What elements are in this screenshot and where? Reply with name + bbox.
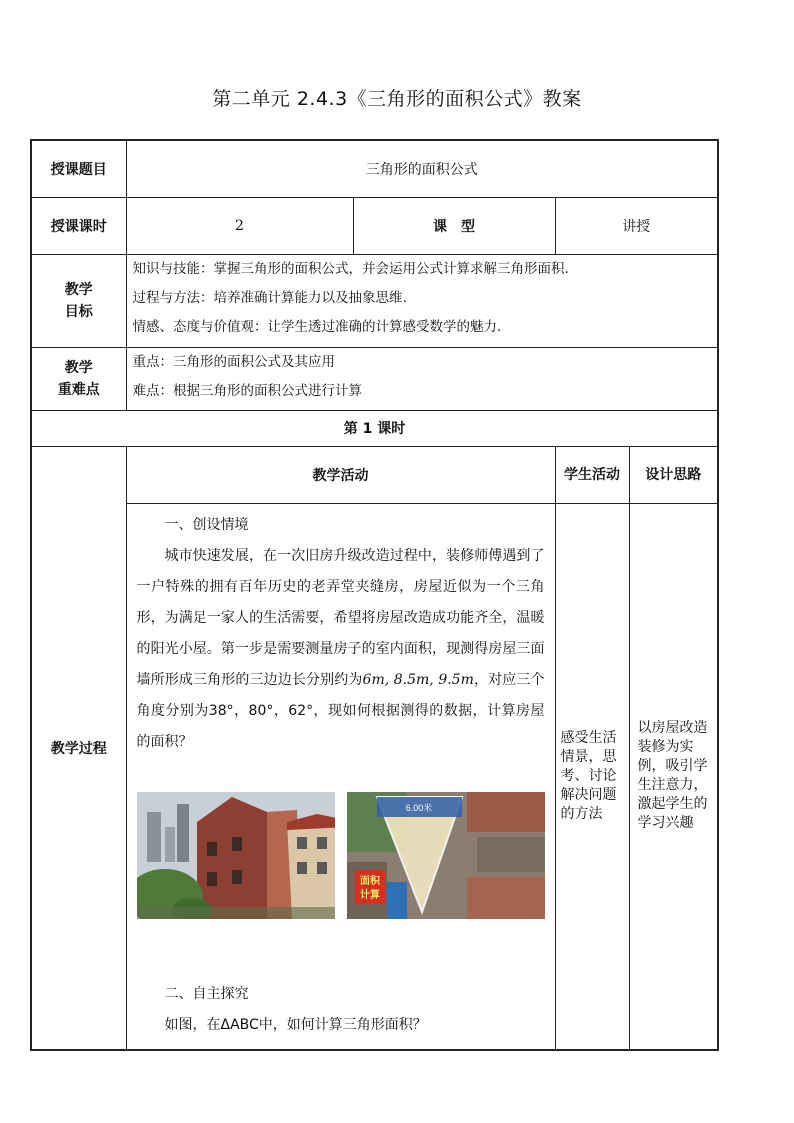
activity-column-header: 教学活动	[126, 446, 555, 503]
goals-content	[126, 254, 718, 347]
session-label: 第 1 课时	[31, 410, 718, 446]
photo-measure-text: 6.00米	[405, 802, 432, 813]
triangle-area-photo	[347, 792, 545, 919]
goals-row	[31, 254, 718, 347]
activity-content	[126, 503, 555, 1050]
goals-label-line2: 目标	[64, 303, 93, 320]
section2-heading: 二、自主探究	[164, 985, 249, 1002]
difficulty-label-line1: 教学	[64, 359, 93, 376]
process-content-row	[31, 503, 718, 1050]
goals-label	[31, 254, 126, 347]
process-label: 教学过程	[31, 446, 126, 1050]
design-idea: 以房屋改造装修为实例，吸引学生注意力，激起学生的学习兴趣	[629, 503, 718, 1050]
type-value: 讲授	[555, 197, 718, 254]
topic-row	[31, 140, 718, 197]
difficulty-content	[126, 347, 718, 410]
topic-value: 三角形的面积公式	[126, 140, 718, 197]
goals-label-line1: 教学	[64, 281, 93, 298]
hours-row	[31, 197, 718, 254]
difficulty-label	[31, 347, 126, 410]
photo-label-line2: 计算	[359, 889, 380, 901]
triangle-area-image	[347, 792, 545, 919]
hard-point: 难点：根据三角形的面积公式进行计算	[132, 382, 362, 399]
section1-text: 城市快速发展，在一次旧房升级改造过程中，装修师傅遇到了一户特殊的拥有百年历史的老弄堂夹缝房，房屋近似为一个三角形，为满足一家人的生活需要，希望将房屋改造成功能齐全，温暖的阳光小屋。第一步是需要测量房子的室内面积，现测得房屋三面墙所形成三角形的三边边长分别约为	[136, 547, 545, 688]
session-row	[31, 410, 718, 446]
alley-house-image	[137, 792, 335, 919]
type-label: 课 型	[353, 197, 555, 254]
alley-house-photo	[137, 792, 335, 919]
topic-label: 授课题目	[31, 140, 126, 197]
hours-value: 2	[126, 197, 353, 254]
difficulty-row	[31, 347, 718, 410]
sides-values: 6m, 8.5m, 9.5m	[362, 671, 474, 688]
difficulty-label-line2: 重难点	[57, 381, 100, 398]
section1-text2: ，对应三个角度分别为38°，80°，62°，现如何根据测得的数据，计算房屋的面积？	[136, 671, 545, 750]
goal-process: 过程与方法：培养准确计算能力以及抽象思维.	[132, 289, 407, 306]
document-title: 第二单元 2.4.3《三角形的面积公式》教案	[212, 88, 582, 110]
hours-label: 授课课时	[31, 197, 126, 254]
lesson-plan-table	[30, 139, 719, 1051]
student-column-header: 学生活动	[555, 446, 629, 503]
photo-label-line1: 面积	[359, 875, 380, 887]
key-point: 重点：三角形的面积公式及其应用	[132, 353, 335, 370]
goal-emotion: 情感、态度与价值观：让学生透过准确的计算感受数学的魅力.	[132, 318, 502, 335]
photo-row	[137, 792, 545, 919]
section2-paragraph: 如图，在ΔABC中，如何计算三角形面积？	[164, 1016, 427, 1033]
process-header-row	[31, 446, 718, 503]
section1-heading: 一、创设情境	[164, 516, 249, 533]
student-activity: 感受生活情景，思考、讨论解决问题的方法	[555, 503, 629, 1050]
goal-knowledge: 知识与技能：掌握三角形的面积公式，并会运用公式计算求解三角形面积.	[132, 260, 569, 277]
design-column-header: 设计思路	[629, 446, 718, 503]
section1-paragraph	[137, 541, 545, 758]
